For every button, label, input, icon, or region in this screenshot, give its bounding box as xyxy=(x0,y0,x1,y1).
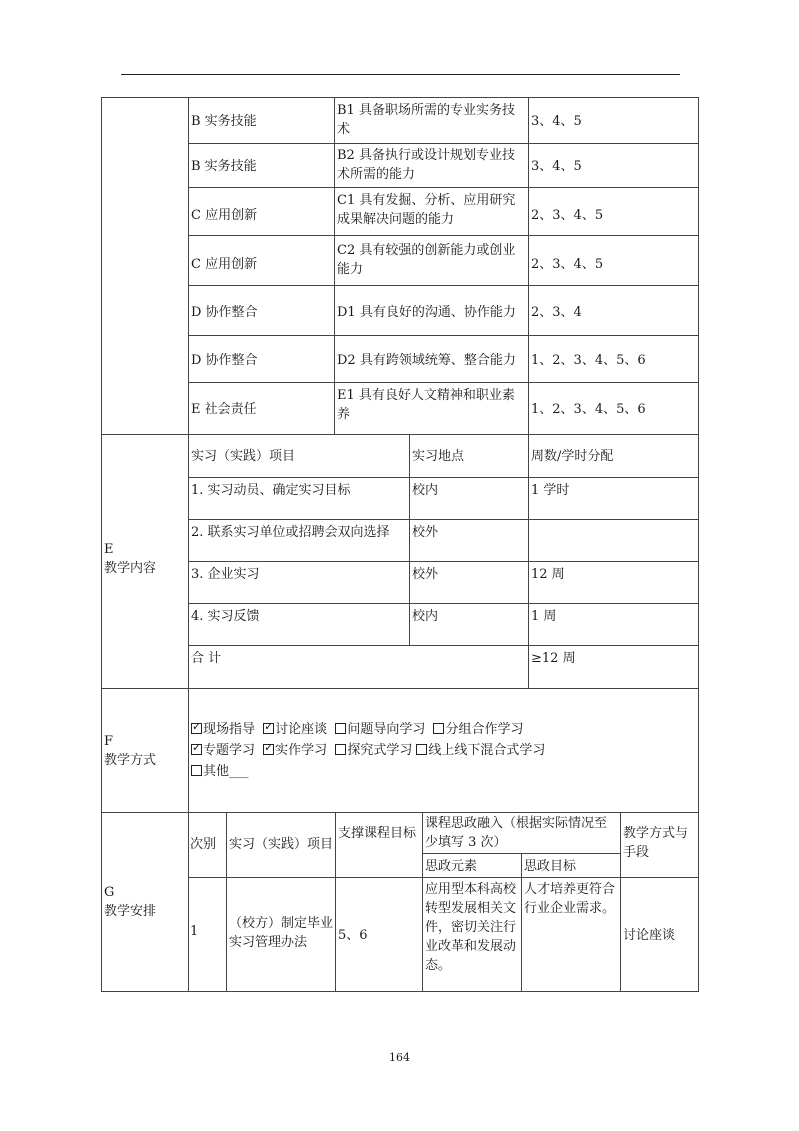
method-checkbox[interactable] xyxy=(263,744,274,755)
total-label: 合 计 xyxy=(191,651,222,666)
competency-modules: 2、3、4 xyxy=(531,305,582,320)
competency-category: B 实务技能 xyxy=(191,159,257,174)
schedule-objective: 5、6 xyxy=(338,928,368,943)
content-location: 校内 xyxy=(412,483,439,498)
header-method: 教学方式与手段 xyxy=(623,826,689,860)
header-location: 实习地点 xyxy=(412,449,465,464)
method-checkbox[interactable] xyxy=(335,723,346,734)
schedule-project: （校方）制定毕业实习管理办法 xyxy=(229,916,334,950)
method-checkbox[interactable] xyxy=(416,744,427,755)
method-label: 其他___ xyxy=(203,764,249,779)
method-checkbox[interactable] xyxy=(263,723,274,734)
method-label: 问题导向学习 xyxy=(347,722,426,737)
content-project: 1. 实习动员、确定实习目标 xyxy=(191,483,351,498)
total-hours: ≥12 周 xyxy=(531,651,576,666)
header-seq: 次别 xyxy=(190,837,217,852)
method-label: 讨论座谈 xyxy=(275,722,328,737)
header-objective: 支撑课程目标 xyxy=(338,826,417,841)
method-label: 专题学习 xyxy=(203,743,256,758)
competency-indicator: D1 具有良好的沟通、协作能力 xyxy=(337,305,516,320)
method-checkbox[interactable] xyxy=(191,765,202,776)
method-label: 线上线下混合式学习 xyxy=(428,743,546,758)
competency-category: C 应用创新 xyxy=(191,257,258,272)
content-project: 2. 联系实习单位或招聘会双向选择 xyxy=(191,525,390,540)
competency-indicator: B2 具备执行或设计规划专业技术所需的能力 xyxy=(337,148,515,182)
competency-indicator: B1 具备职场所需的专业实务技术 xyxy=(337,103,515,137)
method-label: 分组合作学习 xyxy=(445,722,524,737)
header-hours: 周数/学时分配 xyxy=(531,449,614,464)
competency-indicator: C1 具有发掘、分析、应用研究成果解决问题的能力 xyxy=(337,193,516,227)
schedule-element: 应用型本科高校转型发展相关文件，密切关注行业改革和发展动态。 xyxy=(425,882,517,973)
content-project: 4. 实习反馈 xyxy=(191,609,260,624)
header-ideology: 课程思政融入（根据实际情况至少填写 3 次） xyxy=(425,816,608,850)
header-element: 思政元素 xyxy=(425,859,478,874)
header-rule xyxy=(121,74,680,75)
method-checkbox[interactable] xyxy=(433,723,444,734)
competency-modules: 3、4、5 xyxy=(531,159,582,174)
syllabus-grid xyxy=(101,97,699,992)
section-g-label: G 教学安排 xyxy=(104,885,157,919)
content-project: 3. 企业实习 xyxy=(191,567,260,582)
competency-modules: 2、3、4、5 xyxy=(531,208,604,223)
competency-category: E 社会责任 xyxy=(191,402,257,417)
competency-modules: 3、4、5 xyxy=(531,114,582,129)
competency-modules: 1、2、3、4、5、6 xyxy=(531,353,646,368)
content-location: 校外 xyxy=(412,567,439,582)
competency-indicator: D2 具有跨领域统筹、整合能力 xyxy=(337,353,516,368)
method-label: 探究式学习 xyxy=(347,743,413,758)
schedule-goal: 人才培养更符合行业企业需求。 xyxy=(524,882,616,916)
method-checkbox[interactable] xyxy=(191,723,202,734)
competency-modules: 2、3、4、5 xyxy=(531,257,604,272)
header-project: 实习（实践）项目 xyxy=(229,837,334,852)
section-e-label: E 教学内容 xyxy=(104,542,157,576)
content-location: 校内 xyxy=(412,609,439,624)
section-f-label: F 教学方式 xyxy=(104,734,157,768)
competency-category: D 协作整合 xyxy=(191,353,258,368)
content-hours: 1 周 xyxy=(531,609,557,624)
method-checkbox[interactable] xyxy=(335,744,346,755)
content-hours: 1 学时 xyxy=(531,483,570,498)
content-location: 校外 xyxy=(412,525,439,540)
competency-category: C 应用创新 xyxy=(191,208,258,223)
header-project: 实习（实践）项目 xyxy=(191,449,296,464)
methods-options xyxy=(191,719,696,782)
schedule-seq: 1 xyxy=(190,924,199,939)
competency-indicator: E1 具有良好人文精神和职业素养 xyxy=(337,388,515,422)
schedule-method: 讨论座谈 xyxy=(623,928,676,943)
competency-category: B 实务技能 xyxy=(191,114,257,129)
method-checkbox[interactable] xyxy=(191,744,202,755)
competency-category: D 协作整合 xyxy=(191,305,258,320)
method-label: 实作学习 xyxy=(275,743,328,758)
competency-modules: 1、2、3、4、5、6 xyxy=(531,402,646,417)
content-hours: 12 周 xyxy=(531,567,565,582)
page-number: 164 xyxy=(389,1051,410,1064)
competency-indicator: C2 具有较强的创新能力或创业能力 xyxy=(337,243,516,277)
header-goal: 思政目标 xyxy=(524,859,577,874)
method-label: 现场指导 xyxy=(203,722,256,737)
